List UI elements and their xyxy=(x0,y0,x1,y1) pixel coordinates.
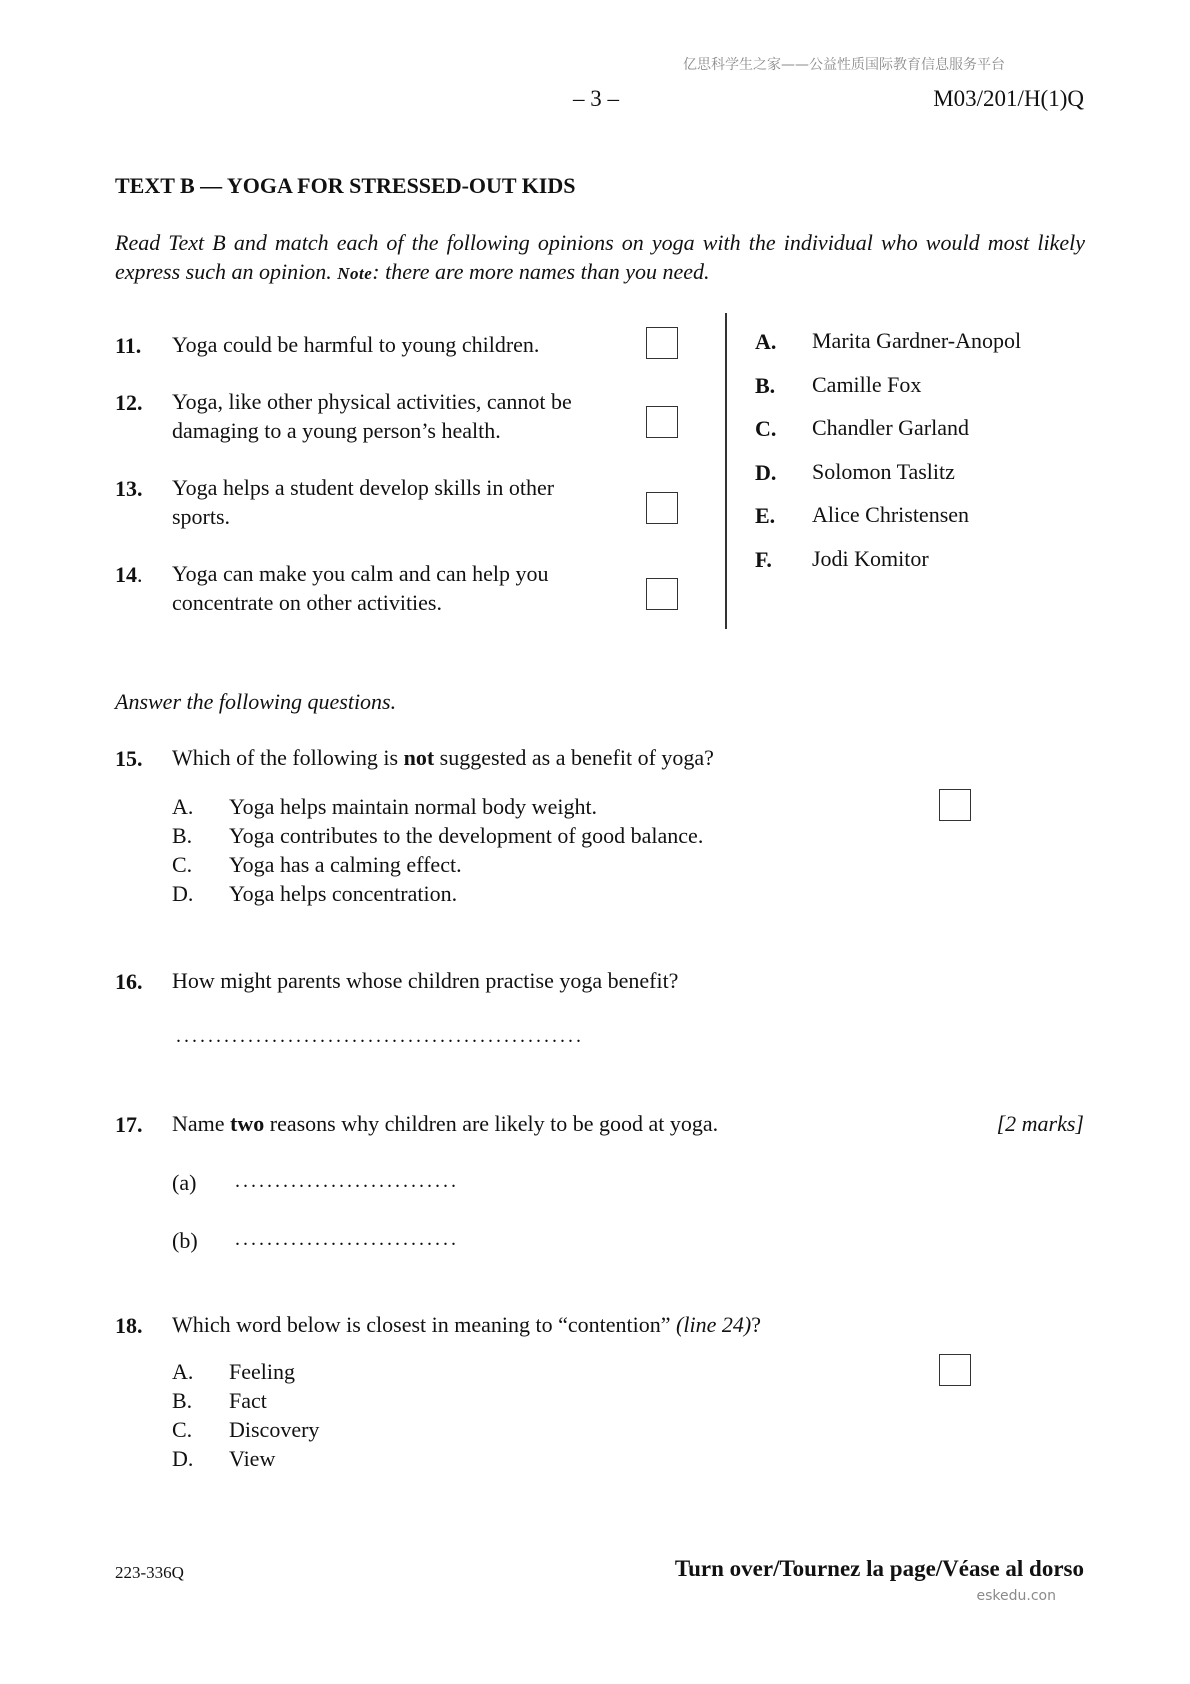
q13-answer-box[interactable] xyxy=(646,492,678,524)
q15-opt-d: Yoga helps concentration. xyxy=(229,881,458,906)
q15-text-bold: not xyxy=(403,745,435,770)
name-b: Camille Fox xyxy=(812,372,922,397)
q14-text: Yoga can make you calm and can help you concentrate on other activities. xyxy=(172,561,549,615)
name-e-letter: E. xyxy=(755,503,776,528)
q18-opt-c: Discovery xyxy=(229,1417,320,1442)
name-e: Alice Christensen xyxy=(812,502,970,527)
q13-number: 13. xyxy=(115,476,143,501)
q17-text-after: reasons why children are likely to be good at yoga. xyxy=(264,1111,719,1136)
note-label: Note xyxy=(337,264,373,283)
footer-code: 223-336Q xyxy=(115,1563,184,1582)
q15-answer-box[interactable] xyxy=(939,789,971,821)
q14-number: 14 xyxy=(115,562,137,587)
name-b-letter: B. xyxy=(755,373,776,398)
instructions-part1: Read Text B and match each of the following opinions on yoga with the individual who would most likely express such an opinion. xyxy=(115,230,1085,284)
q18-opt-b-letter: B. xyxy=(172,1388,193,1413)
q14-answer-box[interactable] xyxy=(646,578,678,610)
page-number: – 3 – xyxy=(573,86,619,111)
q15-text-after: suggested as a benefit of yoga? xyxy=(434,745,714,770)
q18-text-after: ? xyxy=(751,1312,761,1337)
q14-dot: . xyxy=(137,562,143,587)
q18-number: 18. xyxy=(115,1313,143,1338)
doc-code: M03/201/H(1)Q xyxy=(933,86,1084,111)
name-a: Marita Gardner-Anopol xyxy=(812,328,1022,353)
q11-number: 11. xyxy=(115,333,142,358)
q18-answer-box[interactable] xyxy=(939,1354,971,1386)
q15-opt-a-letter: A. xyxy=(172,794,194,819)
q18-opt-b: Fact xyxy=(229,1388,267,1413)
q15-opt-d-letter: D. xyxy=(172,881,194,906)
q18-opt-c-letter: C. xyxy=(172,1417,193,1442)
q14-number-wrap xyxy=(115,562,143,588)
name-c: Chandler Garland xyxy=(812,415,969,440)
q15-opt-c: Yoga has a calming effect. xyxy=(229,852,462,877)
answer-following: Answer the following questions. xyxy=(115,689,397,714)
footer-turn-over: Turn over/Tournez la page/Véase al dorso xyxy=(674,1556,1084,1581)
q12-number: 12. xyxy=(115,390,143,415)
instructions-part2: : there are more names than you need. xyxy=(372,259,710,284)
name-c-letter: C. xyxy=(755,416,777,441)
q17-part-b-line[interactable]: ............................ xyxy=(235,1228,459,1250)
q15-opt-a: Yoga helps maintain normal body weight. xyxy=(229,794,598,819)
name-f-letter: F. xyxy=(755,547,772,572)
q15-opt-b-letter: B. xyxy=(172,823,193,848)
name-d-letter: D. xyxy=(755,460,777,485)
q18-opt-a: Feeling xyxy=(229,1359,295,1384)
q18-opt-d: View xyxy=(229,1446,276,1471)
q12-answer-box[interactable] xyxy=(646,406,678,438)
q18-text-italic: (line 24) xyxy=(676,1312,752,1337)
watermark-bottom: eskedu.con xyxy=(976,1588,1056,1604)
q12-text: Yoga, like other physical activities, cannot be damaging to a young person’s health. xyxy=(172,389,572,443)
q16-answer-line[interactable]: ................................................... xyxy=(176,1025,584,1047)
matching-divider xyxy=(725,313,727,629)
section-title: TEXT B — YOGA FOR STRESSED-OUT KIDS xyxy=(115,173,576,198)
q16-number: 16. xyxy=(115,969,143,994)
q17-number: 17. xyxy=(115,1112,143,1137)
q17-text-before: Name xyxy=(172,1111,231,1136)
name-a-letter: A. xyxy=(755,329,777,354)
q15-number: 15. xyxy=(115,746,143,771)
q17-marks: [2 marks] xyxy=(996,1111,1084,1136)
name-f: Jodi Komitor xyxy=(812,546,929,571)
q17-part-a-line[interactable]: ............................ xyxy=(235,1170,459,1192)
q17-part-b-label: (b) xyxy=(172,1228,198,1253)
q17-part-a-label: (a) xyxy=(172,1170,197,1195)
q16-text: How might parents whose children practise yoga benefit? xyxy=(172,968,679,993)
q15-text xyxy=(172,743,714,772)
q18-opt-d-letter: D. xyxy=(172,1446,194,1471)
q15-opt-b: Yoga contributes to the development of good balance. xyxy=(229,823,704,848)
q11-answer-box[interactable] xyxy=(646,327,678,359)
name-d: Solomon Taslitz xyxy=(812,459,955,484)
q17-text xyxy=(172,1109,718,1138)
q13-text: Yoga helps a student develop skills in other sports. xyxy=(172,475,555,529)
q11-text: Yoga could be harmful to young children. xyxy=(172,332,540,357)
q15-opt-c-letter: C. xyxy=(172,852,193,877)
q17-text-bold: two xyxy=(230,1111,265,1136)
q15-text-before: Which of the following is xyxy=(172,745,404,770)
q18-text-before: Which word below is closest in meaning to “contention” xyxy=(172,1312,677,1337)
instructions xyxy=(115,228,1085,288)
q18-text xyxy=(172,1310,761,1339)
watermark-top: 亿思科学生之家——公益性质国际教育信息服务平台 xyxy=(683,57,1005,73)
q18-opt-a-letter: A. xyxy=(172,1359,194,1384)
